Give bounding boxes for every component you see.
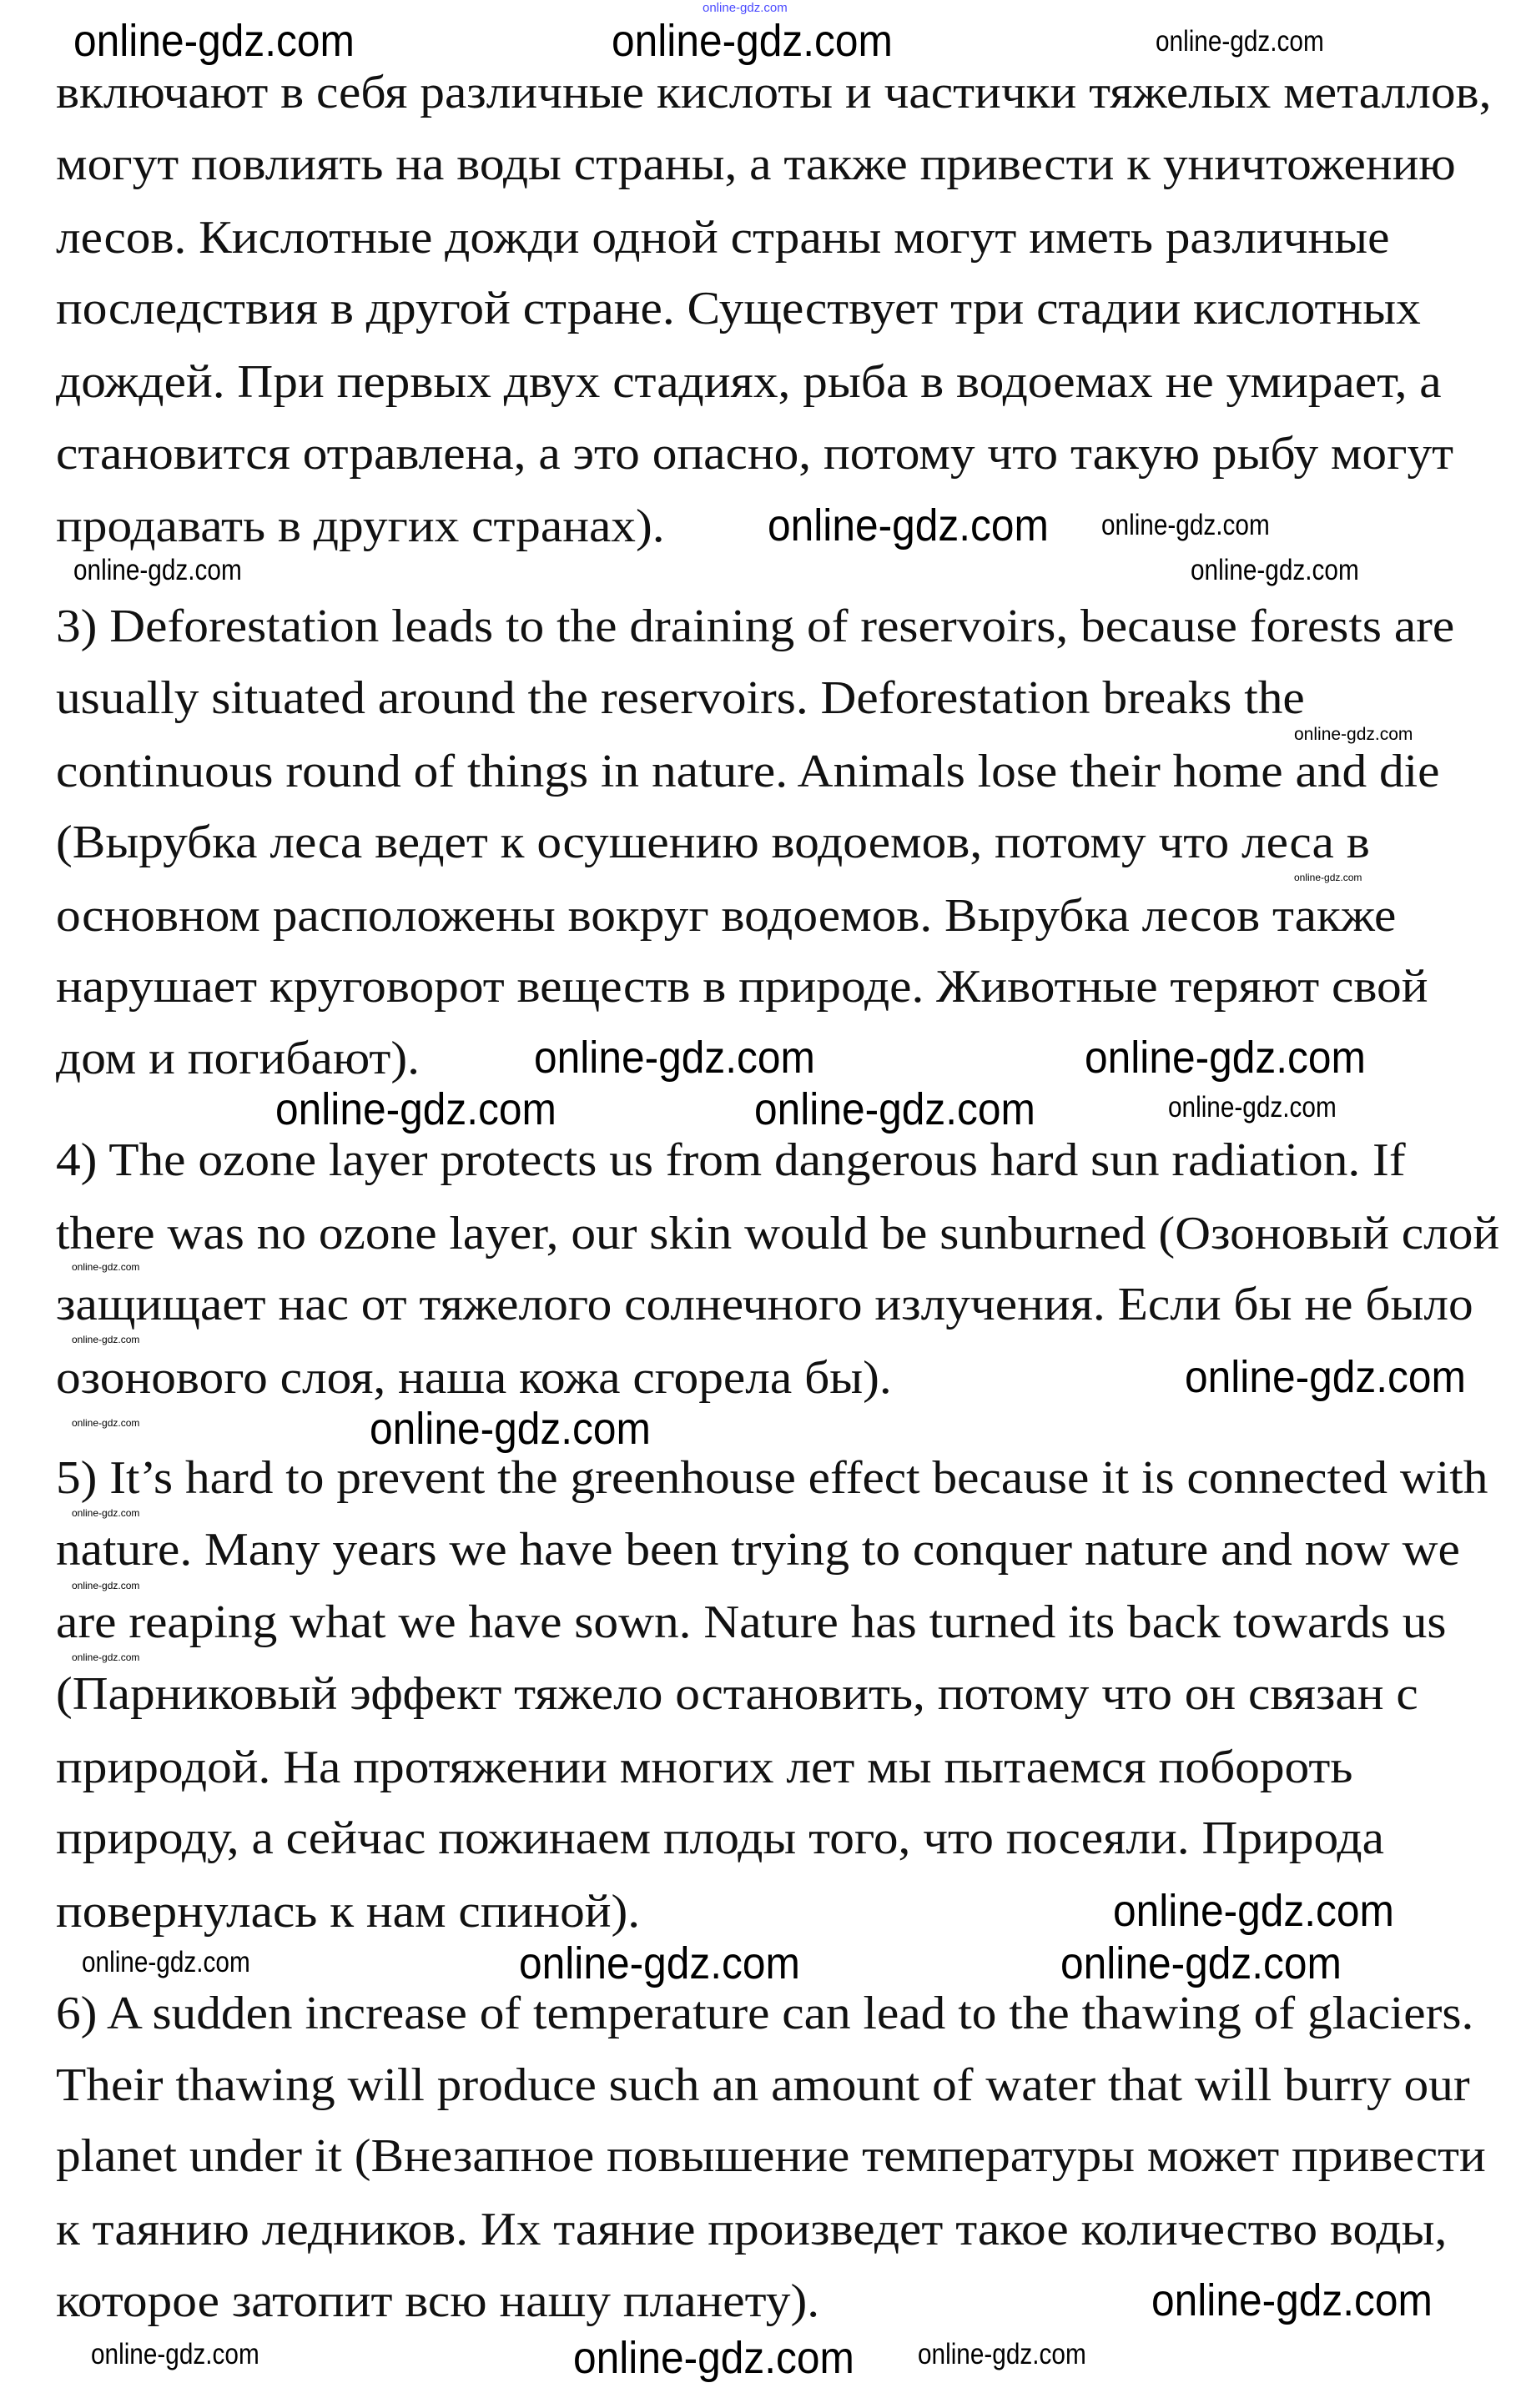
text-line: (Вырубка леса ведет к осушению водоемов, потому что леса в [56, 817, 1370, 868]
text-line: нарушает круговорот веществ в природе. Животные теряют свой [56, 961, 1428, 1013]
text-line: к таянию ледников. Их таяние произведет такое количество воды, [56, 2204, 1448, 2255]
text-line: становится отравлена, а это опасно, потому что такую рыбу могут [56, 428, 1454, 480]
text-line: nature. Many years we have been trying to conquer nature and now we [56, 1524, 1460, 1576]
watermark: online-gdz.com [370, 1404, 651, 1454]
text-line: повернулась к нам спиной). [56, 1886, 641, 1938]
text-line: 3) Deforestation leads to the draining of reservoirs, because forests are [56, 601, 1455, 652]
watermark: online-gdz.com [754, 1084, 1035, 1134]
watermark: online-gdz.com [1294, 872, 1362, 883]
watermark: online-gdz.com [1156, 25, 1324, 58]
watermark: online-gdz.com [918, 2338, 1086, 2370]
text-line: защищает нас от тяжелого солнечного излучения. Если бы не было [56, 1279, 1473, 1330]
watermark: online-gdz.com [1101, 509, 1270, 541]
text-line: (Парниковый эффект тяжело остановить, потому что он связан с [56, 1668, 1418, 1720]
text-line: дождей. При первых двух стадиях, рыба в водоемах не умирает, а [56, 356, 1442, 408]
watermark: online-gdz.com [72, 1651, 140, 1663]
watermark: online-gdz.com [612, 16, 893, 66]
text-line: 4) The ozone layer protects us from dangerous hard sun radiation. If [56, 1134, 1406, 1186]
text-line: последствия в другой стране. Существует три стадии кислотных [56, 283, 1421, 334]
watermark: online-gdz.com [573, 2333, 854, 2383]
text-line: природу, а сейчас пожинаем плоды того, что посеяли. Природа [56, 1812, 1384, 1864]
text-line: 6) A sudden increase of temperature can lead to the thawing of glaciers. [56, 1988, 1474, 2039]
watermark: online-gdz.com [768, 500, 1049, 550]
watermark: online-gdz.com [1085, 1033, 1366, 1083]
watermark: online-gdz.com [72, 1580, 140, 1591]
text-line: природой. На протяжении многих лет мы пытаемся побороть [56, 1742, 1353, 1793]
text-line: continuous round of things in nature. Animals lose their home and die [56, 746, 1440, 797]
watermark: online-gdz.com [1060, 1938, 1342, 1988]
watermark: online-gdz.com [275, 1084, 557, 1134]
watermark: online-gdz.com [1191, 554, 1359, 586]
watermark: online-gdz.com [1151, 2275, 1433, 2325]
text-line: могут повлиять на воды страны, а также привести к уничтожению [56, 138, 1456, 190]
watermark: online-gdz.com [73, 16, 355, 66]
watermark: online-gdz.com [82, 1946, 250, 1978]
text-line: there was no ozone layer, our skin would be sunburned (Озоновый слой [56, 1208, 1500, 1259]
text-line: продавать в других странах). [56, 500, 665, 552]
text-line: которое затопит всю нашу планету). [56, 2275, 820, 2327]
watermark: online-gdz.com [1113, 1886, 1394, 1936]
watermark: online-gdz.com [1185, 1352, 1466, 1402]
watermark: online-gdz.com [72, 1507, 140, 1519]
watermark: online-gdz.com [703, 1, 788, 15]
text-line: озонового слоя, наша кожа сгорела бы). [56, 1352, 892, 1404]
watermark: online-gdz.com [72, 1334, 140, 1345]
watermark: online-gdz.com [519, 1938, 800, 1988]
text-line: лесов. Кислотные дожди одной страны могут иметь различные [56, 212, 1390, 264]
watermark: online-gdz.com [72, 1417, 140, 1429]
text-line: включают в себя различные кислоты и частички тяжелых металлов, [56, 67, 1492, 118]
text-line: are reaping what we have sown. Nature has turned its back towards us [56, 1596, 1447, 1648]
text-line: 5) It’s hard to prevent the greenhouse effect because it is connected with [56, 1452, 1488, 1504]
text-line: Their thawing will produce such an amount of water that will burry our [56, 2059, 1470, 2111]
text-line: usually situated around the reservoirs. Deforestation breaks the [56, 672, 1305, 724]
watermark: online-gdz.com [73, 554, 242, 586]
watermark: online-gdz.com [534, 1033, 815, 1083]
text-line: planet under it (Внезапное повышение температуры может привести [56, 2130, 1486, 2182]
watermark: online-gdz.com [1168, 1091, 1337, 1124]
text-line: основном расположены вокруг водоемов. Вырубка лесов также [56, 890, 1397, 942]
text-line: дом и погибают). [56, 1033, 420, 1084]
watermark: online-gdz.com [1294, 725, 1413, 744]
watermark: online-gdz.com [91, 2338, 259, 2370]
watermark: online-gdz.com [72, 1261, 140, 1273]
